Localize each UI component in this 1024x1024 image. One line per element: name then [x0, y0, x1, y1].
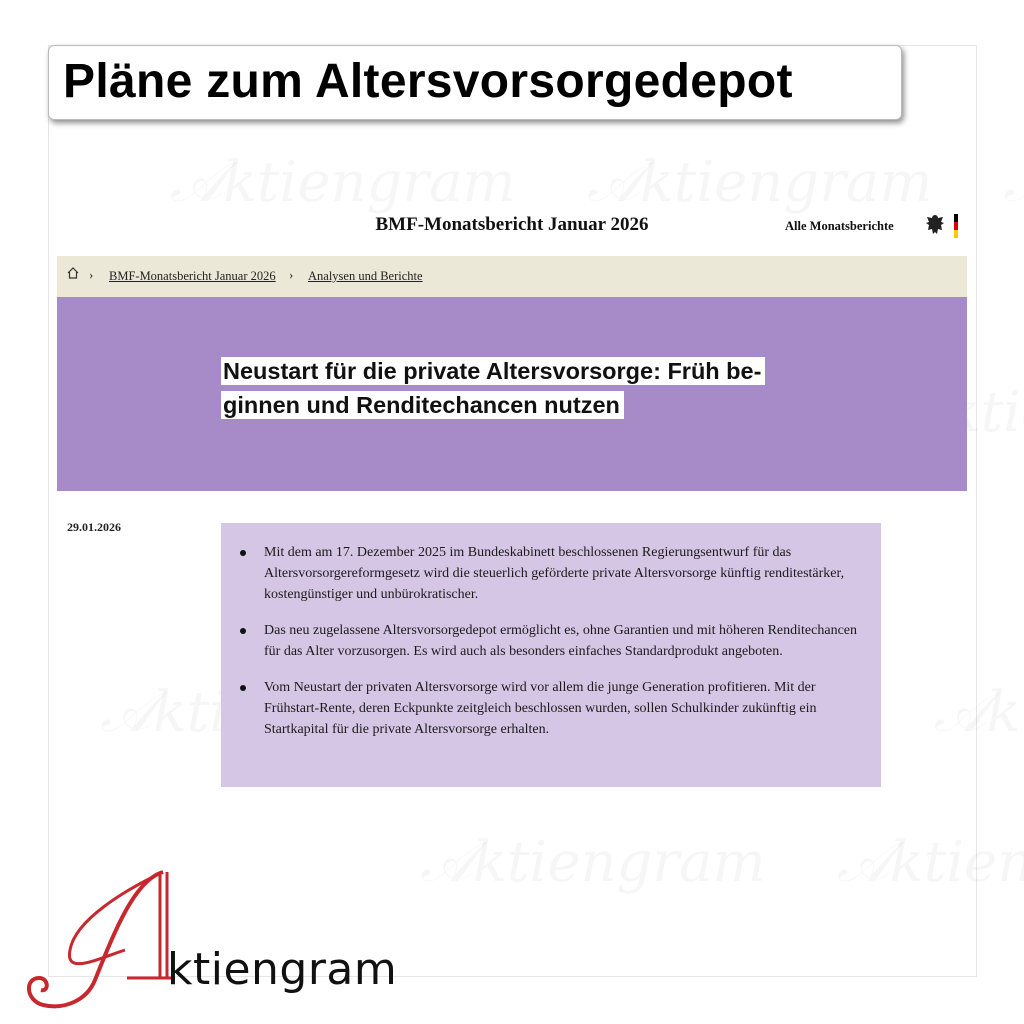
- home-icon[interactable]: [66, 266, 80, 280]
- report-title: BMF-Monatsbericht Januar 2026: [375, 214, 649, 235]
- logo-text: ktiengram: [167, 944, 398, 995]
- breadcrumb-monatsbericht[interactable]: BMF-Monatsbericht Januar 2026: [109, 269, 276, 283]
- screenshot-panel: [48, 45, 977, 977]
- chevron-right-icon: ›: [89, 267, 94, 282]
- article-date: 29.01.2026: [67, 520, 121, 534]
- title-box: [48, 45, 902, 120]
- summary-bullet: Vom Neustart der privaten Altersvorsorge wird vor allem die junge Generation profitieren. Mit der Frühstart-Rente, deren Eckpunkte zeitgleich beschlossen wurden, sollen Schulkinder zukünftig ein Startkapital für die private Altersvorsorge erhalten.: [264, 677, 863, 740]
- summary-bullet: Das neu zugelassene Altersvorsorgedepot ermöglicht es, ohne Garantien und mit höheren Renditechancen für das Alter vorzusorgen. Es wird auch als besonders einfaches Standardprodukt angeboten.: [264, 620, 863, 662]
- federal-eagle-icon: [925, 214, 945, 236]
- breadcrumb-analysen[interactable]: Analysen und Berichte: [308, 269, 423, 283]
- article-banner: [57, 297, 967, 491]
- breadcrumb: [57, 256, 967, 297]
- article-headline: Neustart für die private Altersvorsorge: Früh be-ginnen und Renditechancen nutzen: [221, 354, 821, 422]
- logo-letter-a-icon: [15, 860, 175, 1020]
- german-flag-icon: [954, 214, 958, 238]
- summary-bullet: Mit dem am 17. Dezember 2025 im Bundeskabinett beschlossenen Regierungsentwurf für das Altersvorsorgereformgesetz wird die steuerlich geförderte private Altersvorsorge künftig renditestärker, kostengünstiger und unbürokratischer.: [264, 542, 863, 605]
- all-reports-link[interactable]: Alle Monatsberichte: [785, 219, 894, 233]
- page-title: Pläne zum Altersvorsorgedepot: [63, 55, 793, 108]
- chevron-right-icon: ›: [289, 267, 294, 282]
- aktiengram-logo: [15, 860, 398, 1020]
- summary-box: [221, 523, 881, 787]
